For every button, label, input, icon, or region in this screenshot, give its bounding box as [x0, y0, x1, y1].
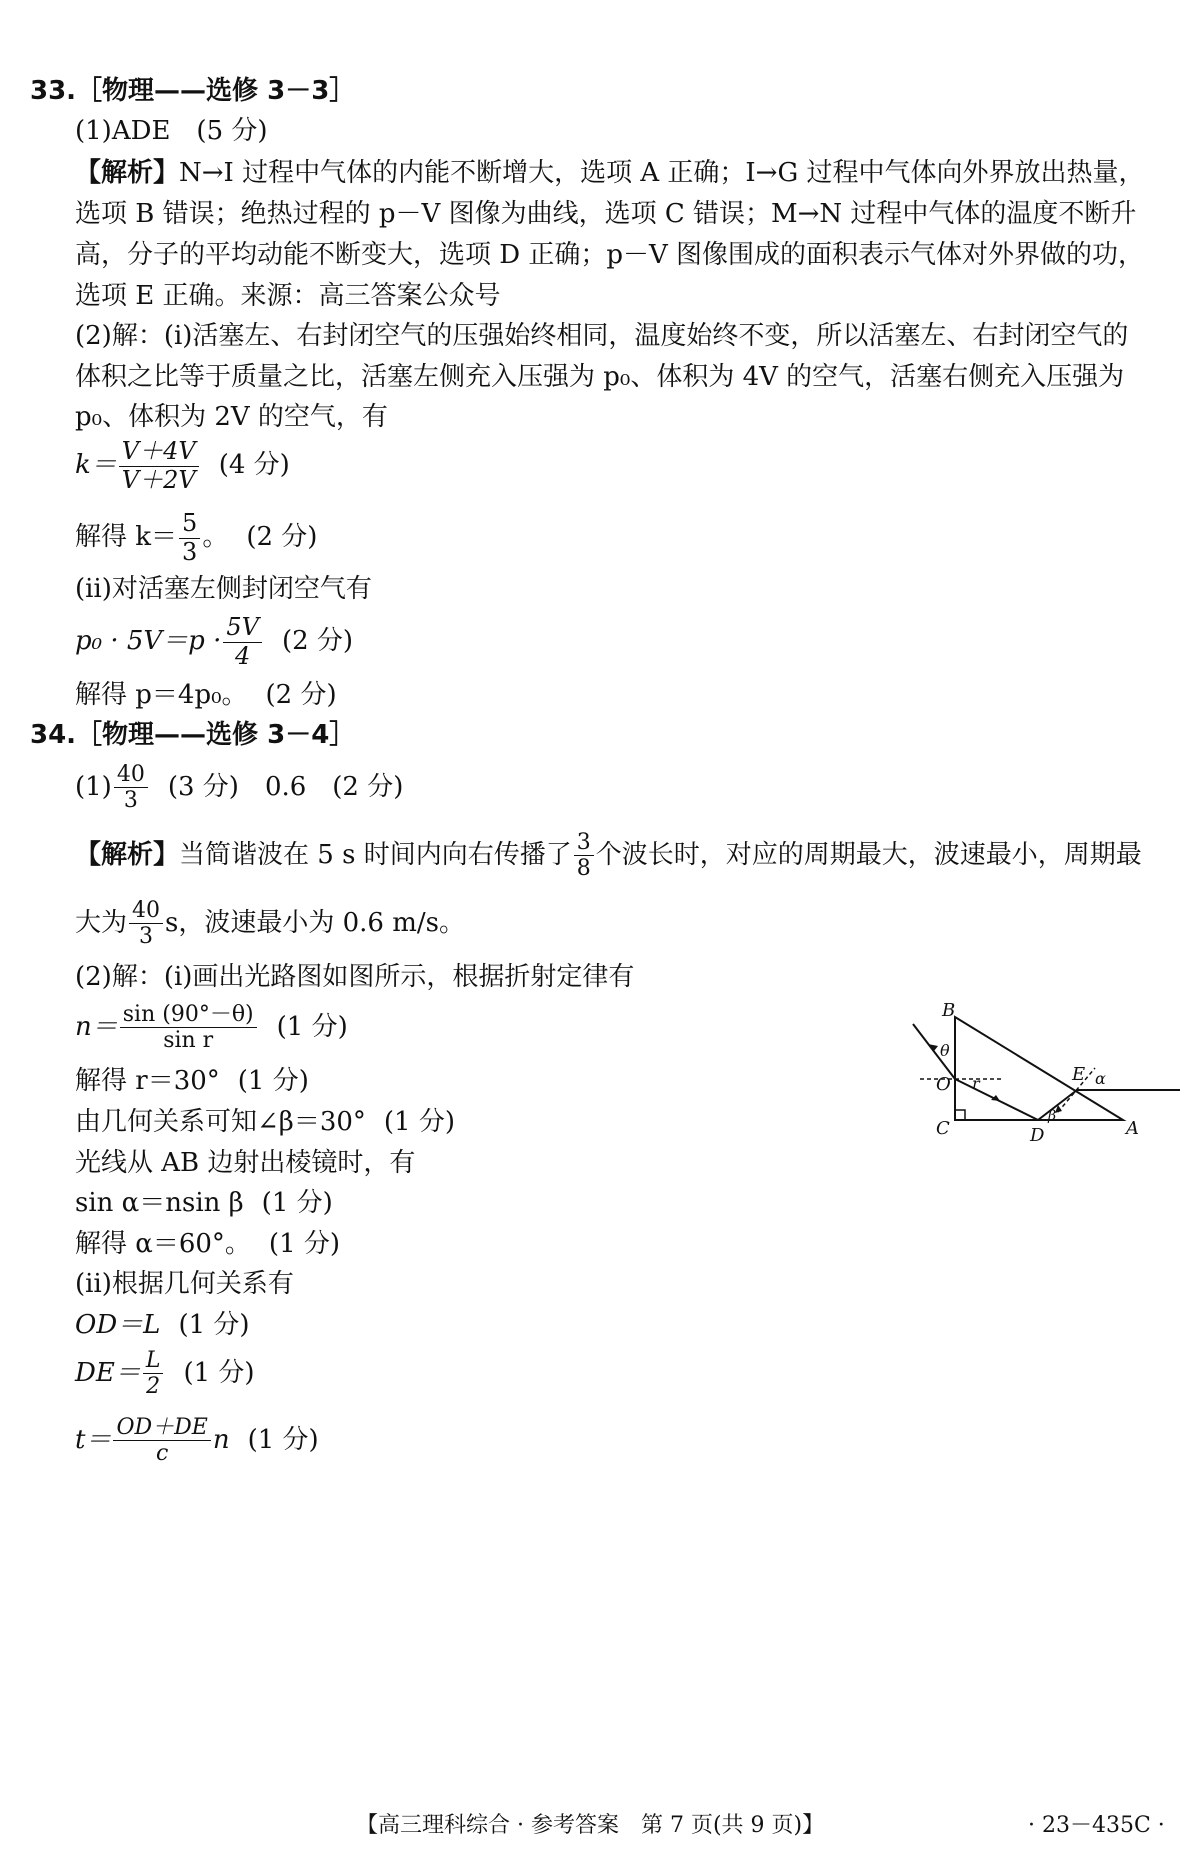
- q33-analysis-line1: 【解析】N→I 过程中气体的内能不断增大，选项 A 正确；I→G 过程中气体向外界放出热量，: [75, 158, 1145, 188]
- label-r: r: [972, 1074, 980, 1093]
- fraction: $\frac{V+4V}{V+2V}$: [119, 438, 199, 494]
- q34-de: DE＝ $\frac{L}{2}$ (1 分): [75, 1348, 255, 1400]
- q33-part2-line3: p₀、体积为 2V 的空气，有: [75, 402, 388, 432]
- label-beta: β: [1048, 1108, 1057, 1124]
- q34-snell-ab: sin α＝nsin β (1 分): [75, 1188, 333, 1218]
- q33-equation-k: k＝ $\frac{V+4V}{V+2V}$ (4 分): [75, 437, 290, 494]
- q34-part1-answer: (1) $\frac{40}{3}$ (3 分) 0.6 (2 分): [75, 762, 404, 814]
- q34-part2-ii: (ⅱ)根据几何关系有: [75, 1269, 294, 1299]
- q33-part1-answer: (1)ADE (5 分): [75, 116, 268, 146]
- analysis-tag: 【解析】: [75, 158, 180, 188]
- q33-result-k: 解得 k＝ $\frac{5}{3}$ 。 (2 分): [75, 509, 318, 566]
- label-theta: θ: [940, 1041, 950, 1060]
- q34-analysis-line1: 【解析】当简谐波在 5 s 时间内向右传播了 $\frac{3}{8}$ 个波长时，对应的周期最大，波速最小，周期最: [75, 830, 1142, 882]
- footer-code: · 23－435C ·: [1028, 1813, 1165, 1838]
- reflected-ray-de: [1038, 1090, 1077, 1120]
- label-o: O: [936, 1074, 951, 1095]
- q34-geometry-beta: 由几何关系可知∠β＝30° (1 分): [75, 1107, 456, 1137]
- q33-analysis-line4: 选项 E 正确。来源：高三答案公众号: [75, 281, 501, 311]
- q33-part2-ii: (ⅱ)对活塞左侧封闭空气有: [75, 574, 372, 604]
- q33-equation-p: p₀ · 5V＝p · $\frac{5V}{4}$ (2 分): [75, 613, 354, 670]
- analysis-tag: 【解析】: [75, 839, 180, 870]
- q33-analysis-line2: 选项 B 错误；绝热过程的 p－V 图像为曲线，选项 C 错误；M→N 过程中气体的温度不断升: [75, 199, 1137, 229]
- prism-optical-path-figure: [890, 1000, 1180, 1150]
- q34-line-ab-exit: 光线从 AB 边射出棱镜时，有: [75, 1148, 416, 1178]
- footer-page-info: 【高三理科综合 · 参考答案 第 7 页(共 9 页)】: [356, 1813, 825, 1838]
- q34-time: t＝ $\frac{OD+DE}{c}$ n (1 分): [75, 1415, 319, 1467]
- q34-result-r: 解得 r＝30° (1 分): [75, 1066, 309, 1096]
- fraction: $\frac{\sin (90^\circ-\theta)}{\text{sin r}}$: [120, 1002, 257, 1054]
- label-alpha: α: [1095, 1069, 1106, 1088]
- fraction: $\frac{OD+DE}{c}$: [113, 1415, 210, 1467]
- right-angle-mark: [955, 1110, 965, 1120]
- label-d: D: [1030, 1125, 1045, 1146]
- fraction: $\frac{3}{8}$: [574, 830, 594, 882]
- q33-result-p: 解得 p＝4p₀。 (2 分): [75, 680, 337, 710]
- q33-title: 33.［物理——选修 3－3］: [30, 76, 356, 106]
- label-e: E: [1072, 1064, 1086, 1085]
- q33-part2-line1: (2)解：(ⅰ)活塞左、右封闭空气的压强始终相同，温度始终不变，所以活塞左、右封闭空气的: [75, 321, 1129, 351]
- label-b: B: [942, 1000, 956, 1021]
- q34-od: OD＝L (1 分): [75, 1310, 250, 1340]
- q34-part2-line1: (2)解：(ⅰ)画出光路图如图所示，根据折射定律有: [75, 962, 635, 992]
- fraction: $\frac{40}{3}$: [129, 898, 163, 950]
- q33-part2-line2: 体积之比等于质量之比，活塞左侧充入压强为 p₀、体积为 4V 的空气，活塞右侧充入压强为: [75, 362, 1125, 392]
- q34-result-alpha: 解得 α＝60°。 (1 分): [75, 1229, 341, 1259]
- fraction: $\frac{5V}{4}$: [223, 614, 262, 670]
- fraction: $\frac{5}{3}$: [179, 510, 200, 566]
- fraction: $\frac{40}{3}$: [114, 762, 148, 814]
- label-c: C: [936, 1118, 950, 1139]
- fraction: $\frac{L}{2}$: [143, 1348, 164, 1400]
- q34-analysis-line2: 大为 $\frac{40}{3}$ s，波速最小为 0.6 m/s。: [75, 898, 465, 950]
- q34-refraction-equation: n＝ $\frac{\sin (90^\circ-\theta)}{\text{sin r}}$ (1 分): [75, 1002, 348, 1054]
- q33-analysis-line3: 高，分子的平均动能不断变大，选项 D 正确；p－V 图像围成的面积表示气体对外界做的功，: [75, 240, 1145, 270]
- q34-title: 34.［物理——选修 3－4］: [30, 720, 356, 750]
- label-a: A: [1126, 1118, 1139, 1139]
